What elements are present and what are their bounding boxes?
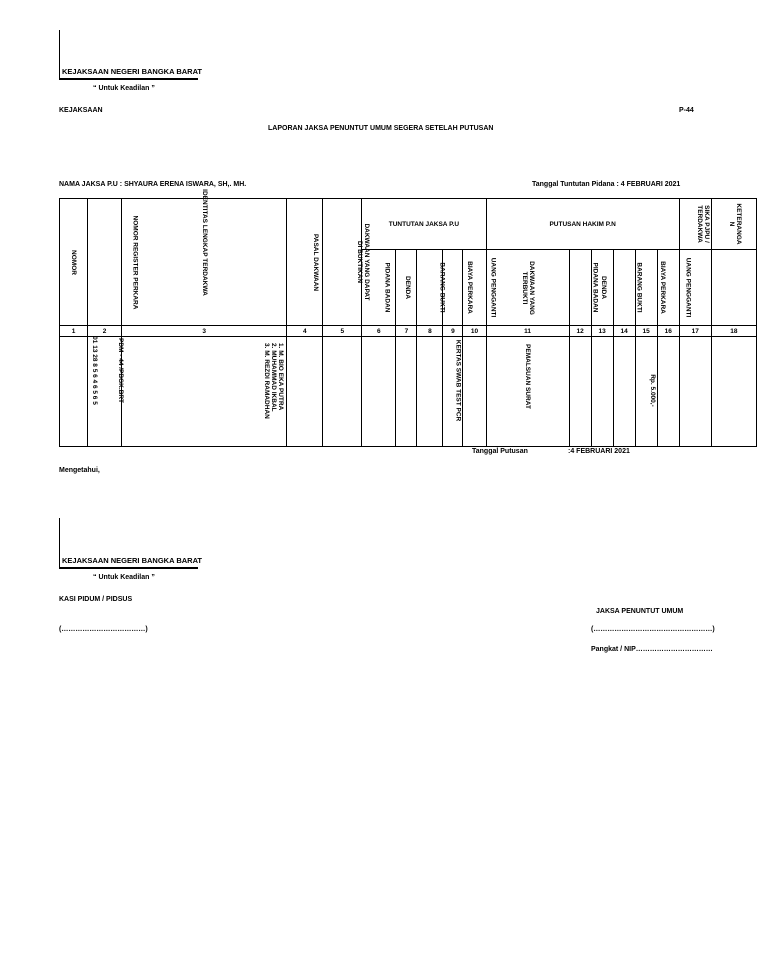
footer-letterhead-underline — [59, 567, 198, 569]
row-pasal — [287, 337, 323, 447]
column-number: 8 — [417, 326, 443, 337]
header-sikap-blank — [679, 250, 711, 326]
header-tuntutan-denda: DENDA — [396, 250, 417, 326]
row-register: PDM - 44 /PBGK.BRT — [88, 337, 122, 447]
kasi-label: KASI PIDUM / PIDSUS — [59, 596, 133, 603]
motto: “ Untuk Keadilan ” — [93, 85, 155, 92]
row-tuntutan-pidana-badan — [362, 337, 396, 447]
page-title: LAPORAN JAKSA PENUNTUT UMUM SEGERA SETELAH PUTUSAN — [268, 125, 494, 132]
column-number: 14 — [613, 326, 635, 337]
header-nomor: NOMOR — [60, 199, 88, 326]
header-putusan-pidana-badan: PIDANA BADAN — [569, 250, 591, 326]
header-pasal: PASAL DAKWAAN — [287, 199, 323, 326]
column-number: 11 — [486, 326, 569, 337]
column-number: 3 — [122, 326, 287, 337]
header-tuntutan-barang-bukti: BARANG BUKTI — [417, 250, 443, 326]
letterhead-underline — [59, 78, 198, 80]
row-tuntutan-barang-bukti: KERTAS SWAB TEST PCR — [417, 337, 443, 447]
footer-letterhead-rule-vertical — [59, 518, 60, 567]
prosecutor-name: NAMA JAKSA P.U : SHYAURA ERENA ISWARA, SH,. MH. — [59, 181, 247, 188]
column-number: 10 — [463, 326, 486, 337]
column-number: 5 — [323, 326, 362, 337]
footer-office-name: KEJAKSAAN NEGERI BANGKA BARAT — [62, 556, 203, 565]
jaksa-label: JAKSA PENUNTUT UMUM — [596, 608, 684, 615]
row-putusan-barang-bukti — [613, 337, 635, 447]
header-tuntutan-uang-pengganti: UANG PENGGANTI — [463, 250, 486, 326]
header-putusan-uang-pengganti: UANG PENGGANTI — [657, 250, 679, 326]
verdict-date-label: Tanggal Putusan — [472, 448, 528, 455]
column-number: 6 — [362, 326, 396, 337]
column-number: 9 — [443, 326, 463, 337]
verdict-date-value: :4 FEBRUARI 2021 — [568, 448, 630, 455]
header-tuntutan-group: TUNTUTAN JAKSA P.U — [362, 199, 486, 250]
header-tuntutan-biaya-perkara: BIAYA PERKARA — [443, 250, 463, 326]
row-tuntutan-uang-pengganti — [463, 337, 486, 447]
column-number: 4 — [287, 326, 323, 337]
column-number: 2 — [88, 326, 122, 337]
office-label: KEJAKSAAN — [59, 107, 103, 114]
column-number: 7 — [396, 326, 417, 337]
column-number: 1 — [60, 326, 88, 337]
header-putusan-denda: DENDA — [591, 250, 613, 326]
row-nomor: 01 13 28 8 5 6 4 6 5 6 5 — [60, 337, 88, 447]
defendant-list — [263, 343, 284, 423]
header-nomor-register: NOMOR REGISTER PERKARA — [88, 199, 122, 326]
header-putusan-dakwaan-terbukti: DAKWAAN YANG TERBUKTI — [486, 250, 569, 326]
row-dakwaan-terbukti: PEMALSUAN SURAT — [486, 337, 569, 447]
header-dakwaan-bukti: DAKWAAN YANG DAPAT DI BUKTIKAN — [323, 199, 362, 326]
header-keterangan: KETERANGA N — [711, 199, 756, 250]
mengetahui-label: Mengetahui, — [59, 467, 100, 474]
column-number: 12 — [569, 326, 591, 337]
header-tuntutan-pidana-badan: PIDANA BADAN — [362, 250, 396, 326]
pangkat-nip: Pangkat / NIP…………………………… — [591, 646, 713, 653]
list-item: 2. MUHAMMAD IKBAL — [270, 343, 278, 412]
row-tuntutan-biaya-perkara — [443, 337, 463, 447]
header-keterangan-blank — [711, 250, 756, 326]
letterhead-rule-vertical — [59, 30, 60, 78]
row-sikap — [679, 337, 711, 447]
header-putusan-barang-bukti: BARANG BUKTI — [613, 250, 635, 326]
row-putusan-pidana-badan — [569, 337, 591, 447]
row-tuntutan-denda — [396, 337, 417, 447]
header-putusan-group: PUTUSAN HAKIM P.N — [486, 199, 679, 250]
row-defendants — [122, 337, 287, 447]
demand-date: Tanggal Tuntutan Pidana : 4 FEBRUARI 2021 — [532, 181, 681, 188]
header-sikap: SIKA PJPU / TERDAKWA — [679, 199, 711, 250]
report-table — [59, 189, 757, 447]
header-putusan-biaya-perkara: BIAYA PERKARA — [635, 250, 657, 326]
row-dakwaan-bukti — [323, 337, 362, 447]
row-putusan-denda — [591, 337, 613, 447]
column-number: 13 — [591, 326, 613, 337]
column-number: 17 — [679, 326, 711, 337]
column-number: 15 — [635, 326, 657, 337]
table-row — [60, 337, 757, 447]
column-number: 16 — [657, 326, 679, 337]
row-putusan-biaya-perkara: Rp. 5.000,- — [635, 337, 657, 447]
column-number: 18 — [711, 326, 756, 337]
jaksa-signature-line: (……………………………………………) — [591, 626, 715, 633]
list-item: 3. M. REZDI RAMADHAN — [263, 343, 271, 419]
column-number-row — [60, 326, 757, 337]
row-putusan-uang-pengganti — [657, 337, 679, 447]
kasi-signature-line: (………………………………) — [59, 626, 148, 633]
footer-motto: “ Untuk Keadilan ” — [93, 574, 155, 581]
list-item: 1. M. BIO EKA PUTRA — [277, 343, 285, 411]
office-name: KEJAKSAAN NEGERI BANGKA BARAT — [62, 67, 203, 76]
row-keterangan — [711, 337, 756, 447]
form-code: P-44 — [679, 107, 694, 114]
header-identitas: IDENTITAS LENGKAP TERDAKWA — [122, 199, 287, 326]
